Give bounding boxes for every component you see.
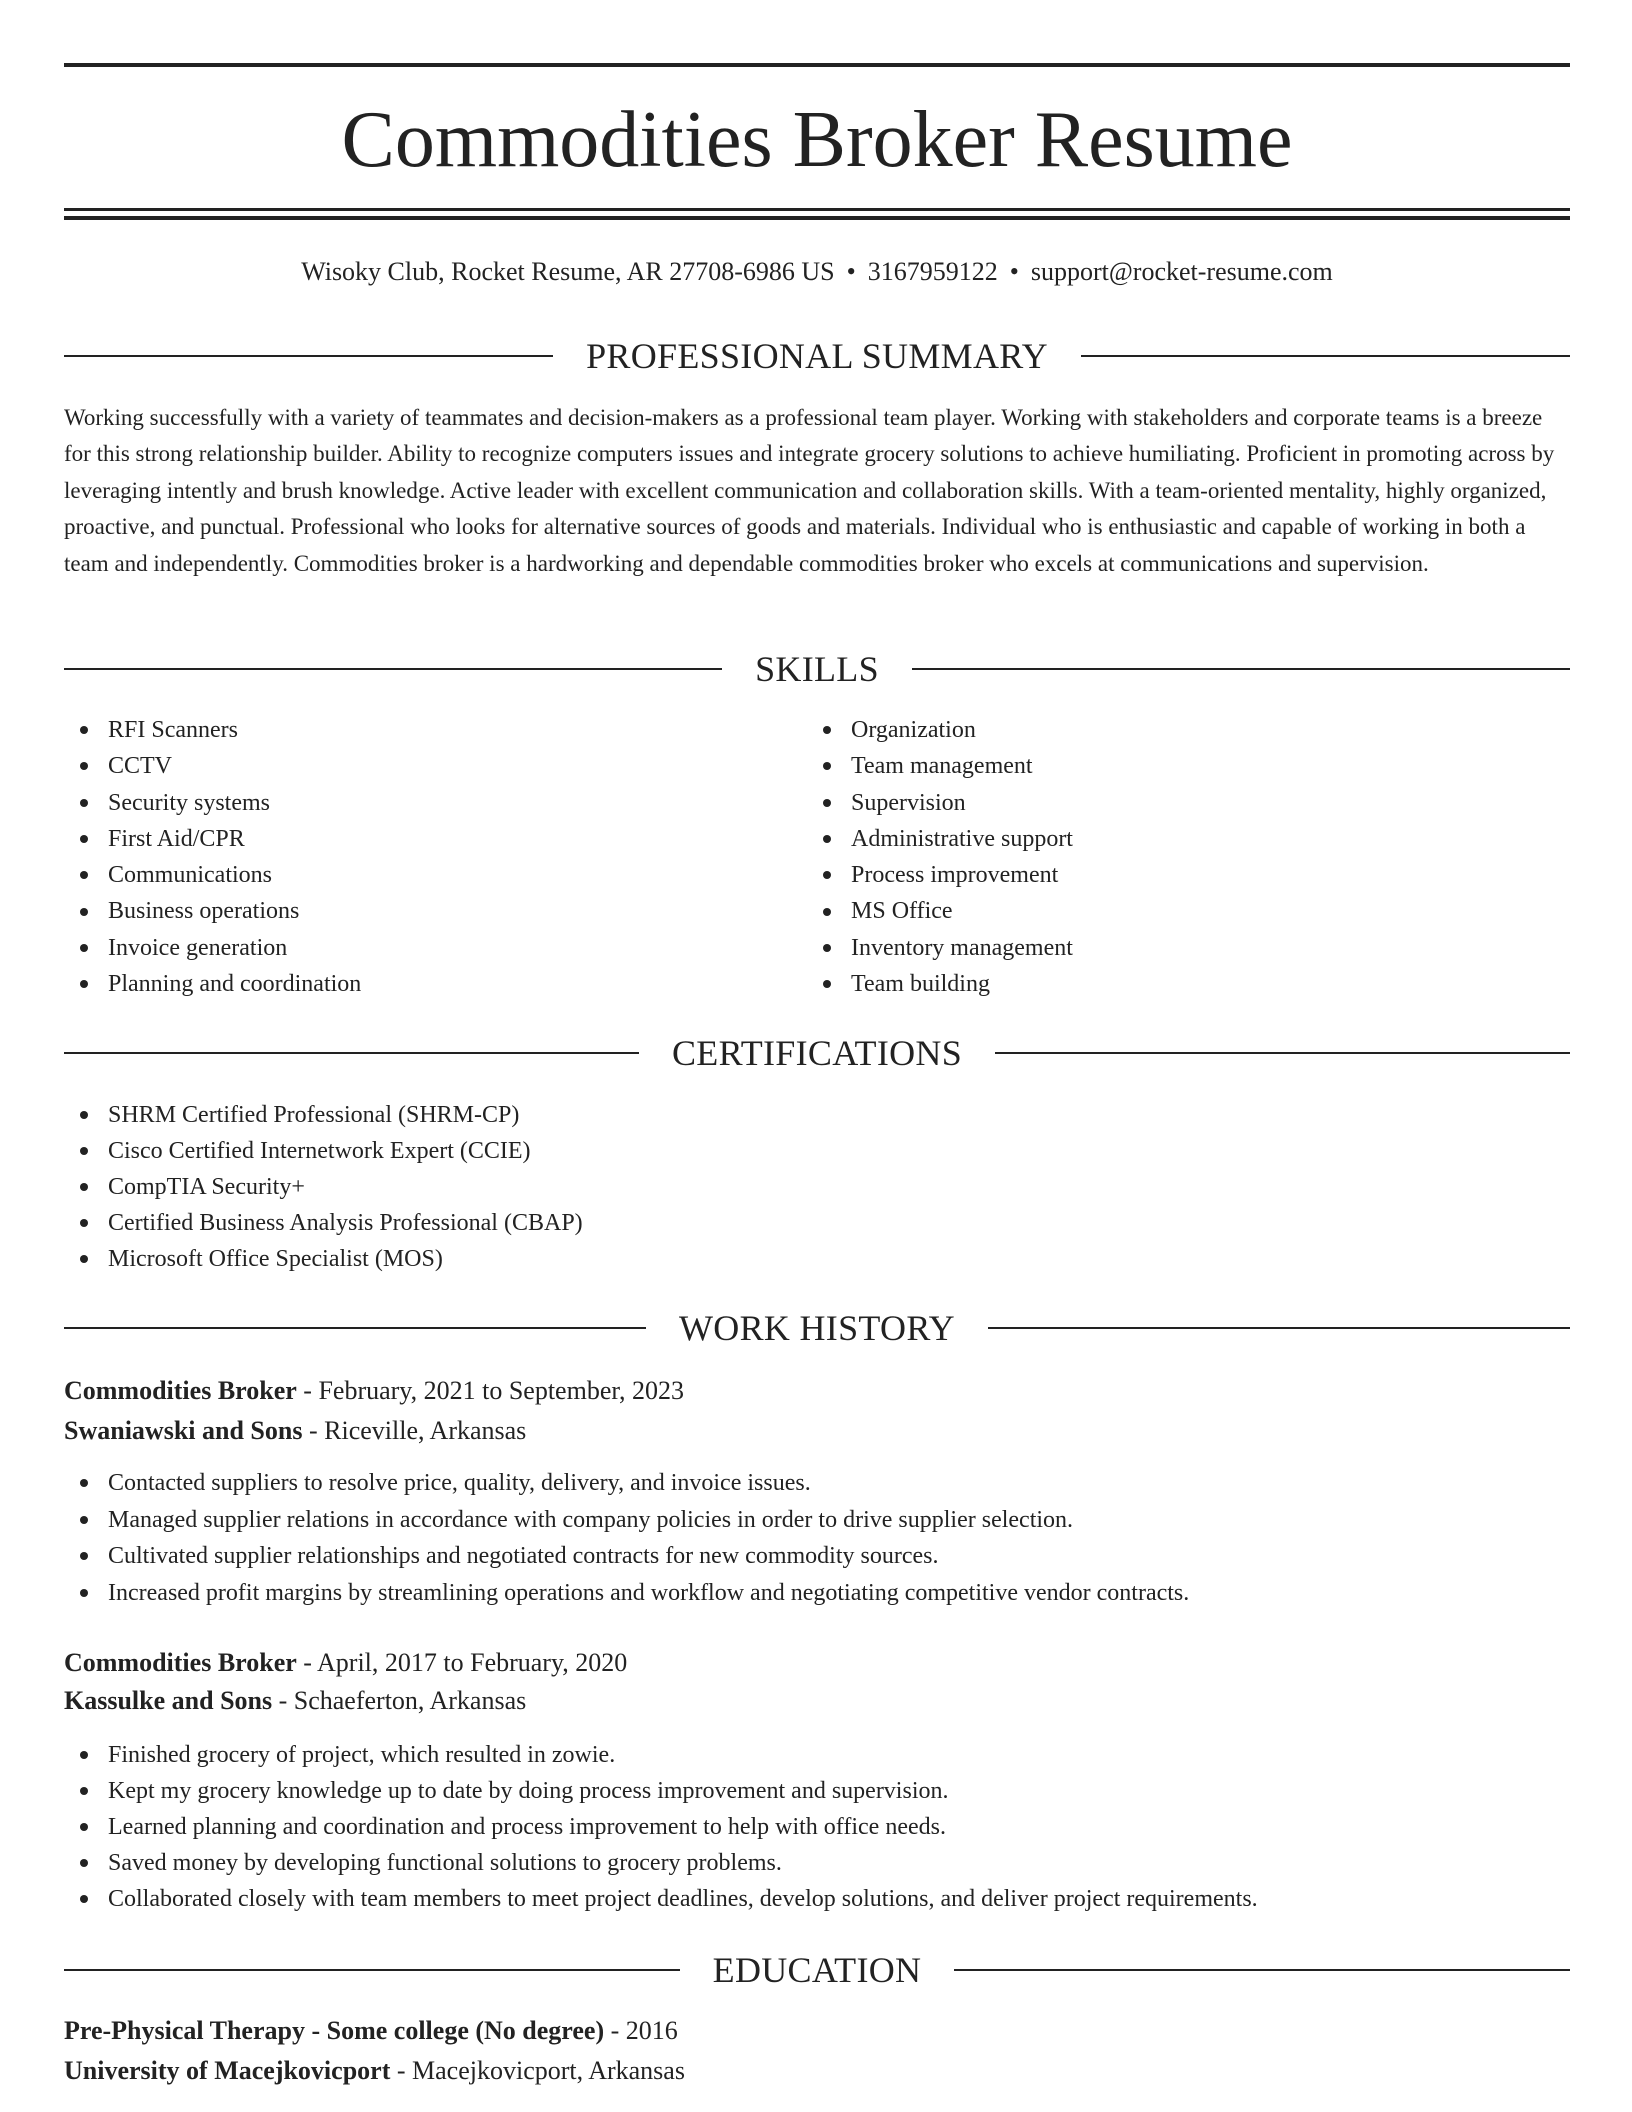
job-duties-list [64,1465,1564,1611]
job-location: - Riceville, Arkansas [302,1416,527,1445]
job-company-line [64,1681,526,1721]
section-heading-summary [64,332,1570,380]
job-company: Swaniawski and Sons [64,1416,303,1445]
job-title-line [64,1643,627,1683]
section-heading-skills [64,645,1570,693]
heading-rule [995,1052,1570,1054]
heading-rule [988,1327,1570,1329]
certification-item: SHRM Certified Professional (SHRM-CP) [64,1097,1264,1133]
job-dates: - February, 2021 to September, 2023 [296,1376,684,1405]
education-year: - 2016 [604,2016,678,2045]
heading-rule [64,1969,680,1971]
section-title: WORK HISTORY [679,1308,955,1348]
skill-item: First Aid/CPR [64,821,784,857]
contact-separator: • [846,257,856,286]
skill-item: Process improvement [807,857,1567,893]
skill-item: MS Office [807,893,1567,929]
contact-address: Wisoky Club, Rocket Resume, AR 27708-6986 US [301,257,835,286]
skill-item: Communications [64,857,784,893]
certifications-list [64,1097,1264,1277]
heading-rule [912,668,1570,670]
section-title: EDUCATION [712,1950,922,1990]
skill-item: Planning and coordination [64,966,784,1002]
section-heading-education [64,1946,1570,1994]
skill-item: Inventory management [807,930,1567,966]
skill-item: Supervision [807,785,1567,821]
skills-list-left [64,712,784,1002]
section-heading-certifications [64,1029,1570,1077]
contact-phone[interactable]: 3167959122 [867,257,998,286]
job-duty-item: Contacted suppliers to resolve price, quality, delivery, and invoice issues. [64,1465,1564,1502]
heading-rule [1081,355,1570,357]
education-degree-line [64,2011,678,2051]
skill-item: Business operations [64,893,784,929]
education-degree: Pre-Physical Therapy - Some college (No degree) [64,2016,605,2045]
skill-item: Administrative support [807,821,1567,857]
section-heading-work-history [64,1304,1570,1352]
heading-rule [954,1969,1570,1971]
certification-item: Microsoft Office Specialist (MOS) [64,1241,1264,1277]
job-duties-list [64,1737,1564,1917]
job-company: Kassulke and Sons [64,1686,273,1715]
title-double-rule [64,208,1570,220]
job-title-line [64,1371,684,1411]
summary-paragraph: Working successfully with a variety of teammates and decision-makers as a professional team player. Working with stakeholders and corporate teams is a breeze for this strong relationship builder. Ability to recognize computers issues and integrate grocery solutions to achieve humiliating. Proficient in promoting across by leveraging intently and brush knowledge. Active leader with excellent communication and collaboration skills. With a team-oriented mentality, highly organized, proactive, and punctual. Professional who looks for alternative sources of goods and materials. Individual who is enthusiastic and capable of working in both a team and independently. Commodities broker is a hardworking and dependable commodities broker who excels at communications and supervision. [64,405,1555,576]
job-title: Commodities Broker [64,1376,297,1405]
job-duty-item: Managed supplier relations in accordance with company policies in order to drive supplier selection. [64,1502,1564,1539]
education-school-line [64,2051,685,2091]
job-duty-item: Finished grocery of project, which resulted in zowie. [64,1737,1564,1773]
education-location: - Macejkovicport, Arkansas [390,2056,685,2085]
job-duty-item: Saved money by developing functional solutions to grocery problems. [64,1845,1564,1881]
heading-rule [64,1327,646,1329]
job-duty-item: Learned planning and coordination and process improvement to help with office needs. [64,1809,1564,1845]
contact-email[interactable]: support@rocket-resume.com [1030,257,1333,286]
skill-item: Invoice generation [64,930,784,966]
skill-item: Organization [807,712,1567,748]
job-location: - Schaeferton, Arkansas [272,1686,527,1715]
contact-line [64,252,1570,292]
skill-item: Team management [807,748,1567,784]
heading-rule [64,1052,639,1054]
skill-item: CCTV [64,748,784,784]
heading-rule [64,668,722,670]
section-title: SKILLS [755,649,879,689]
job-duty-item: Increased profit margins by streamlining operations and workflow and negotiating competitive vendor contracts. [64,1575,1564,1612]
skill-item: Team building [807,966,1567,1002]
skill-item: RFI Scanners [64,712,784,748]
job-dates: - April, 2017 to February, 2020 [296,1648,628,1677]
page-title: Commodities Broker Resume [341,96,1293,184]
section-title: PROFESSIONAL SUMMARY [586,336,1048,376]
skills-list-right [807,712,1567,1002]
job-duty-item: Kept my grocery knowledge up to date by doing process improvement and supervision. [64,1773,1564,1809]
top-rule [64,63,1570,67]
job-duty-item: Collaborated closely with team members to meet project deadlines, develop solutions, and deliver project requirements. [64,1881,1564,1917]
job-duty-item: Cultivated supplier relationships and negotiated contracts for new commodity sources. [64,1538,1564,1575]
job-company-line [64,1411,526,1451]
section-title: CERTIFICATIONS [671,1033,963,1073]
heading-rule [64,355,553,357]
contact-separator: • [1009,257,1019,286]
education-school: University of Macejkovicport [64,2056,391,2085]
certification-item: CompTIA Security+ [64,1169,1264,1205]
certification-item: Cisco Certified Internetwork Expert (CCIE) [64,1133,1264,1169]
job-title: Commodities Broker [64,1648,297,1677]
certification-item: Certified Business Analysis Professional (CBAP) [64,1205,1264,1241]
skill-item: Security systems [64,785,784,821]
